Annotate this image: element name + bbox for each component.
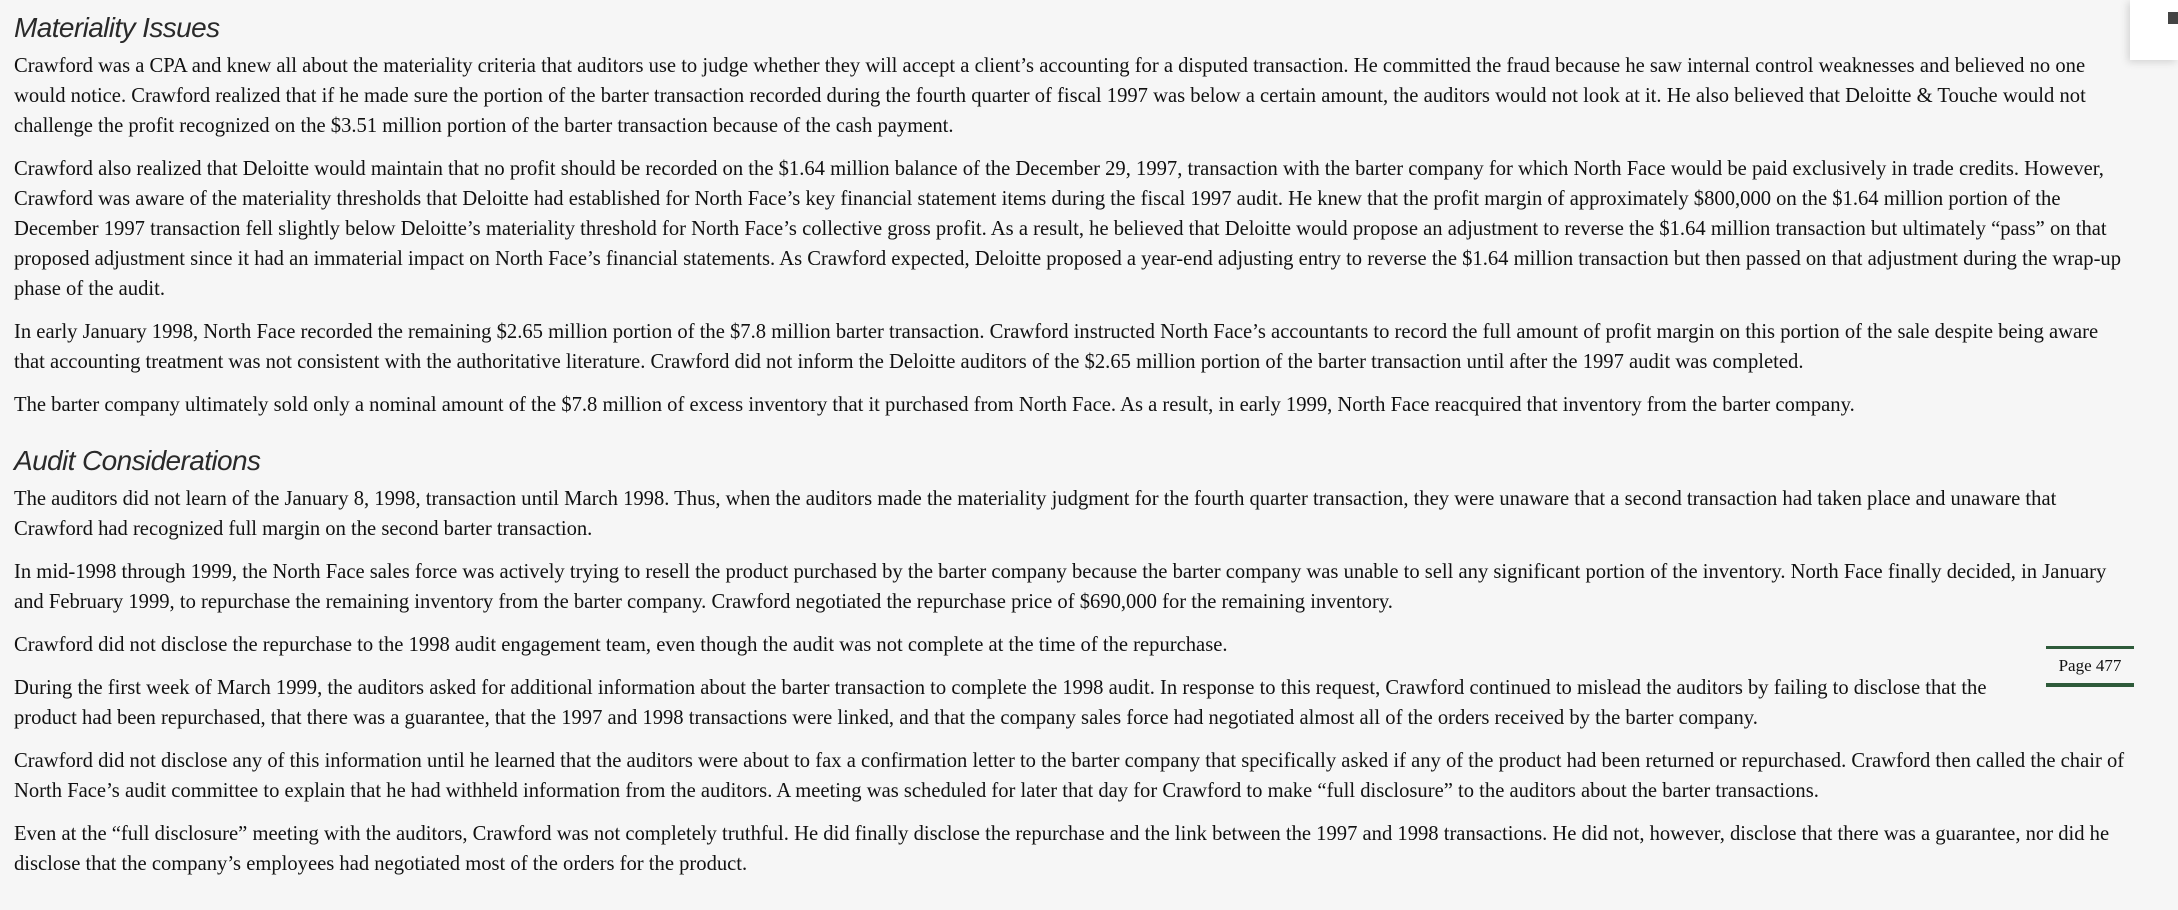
paragraph: Crawford was a CPA and knew all about the materiality criteria that auditors use to judge whether they will accept a client’s accounting for a disputed transaction. He committed the fraud because he saw internal control weaknesses and believed no one would notice. Crawford realized that if he made sure the portion of the barter transaction recorded during the fourth quarter of fiscal 1997 was below a certain amount, the auditors would not look at it. He also believed that Deloitte & Touche would not challenge the profit recognized on the $3.51 million portion of the barter transaction because of the cash payment. <box>14 55 2086 137</box>
page-number-marker: Page 477 <box>2046 646 2134 687</box>
paragraph: The barter company ultimately sold only a nominal amount of the $7.8 million of excess inventory that it purchased from North Face. As a result, in early 1999, North Face reacquired that inventory from the barter company. <box>14 394 1855 416</box>
paragraph: During the first week of March 1999, the auditors asked for additional information about the barter transaction to complete the 1998 audit. In response to this request, Crawford continued to mislead the auditors by failing to disclose that the product had been repurchased, that there was a guarantee, that the 1997 and 1998 transactions were linked, and that the company sales force had negotiated almost all of the orders received by the barter company. <box>14 677 1987 729</box>
document-body <box>14 0 2134 892</box>
section-heading-audit-considerations: Audit Considerations <box>14 445 261 476</box>
paragraph: Even at the “full disclosure” meeting with the auditors, Crawford was not completely truthful. He did finally disclose the repurchase and the link between the 1997 and 1998 transactions. He did not, however, disclose that there was a guarantee, nor did he disclose that the company’s employees had negotiated most of the orders for the product. <box>14 823 2110 875</box>
panel-toggle-icon[interactable] <box>2168 12 2178 24</box>
paragraph: In mid-1998 through 1999, the North Face sales force was actively trying to resell the product purchased by the barter company because the barter company was unable to sell any significant portion of the inventory. North Face finally decided, in January and February 1999, to repurchase the remaining inventory from the barter company. Crawford negotiated the repurchase price of $690,000 for the remaining inventory. <box>14 561 2107 613</box>
paragraph: In early January 1998, North Face recorded the remaining $2.65 million portion of the $7.8 million barter transaction. Crawford instructed North Face’s accountants to record the full amount of profit margin on this portion of the sale despite being aware that accounting treatment was not consistent with the authoritative literature. Crawford did not inform the Deloitte auditors of the $2.65 million portion of the barter transaction until after the 1997 audit was completed. <box>14 321 2099 373</box>
paragraph: The auditors did not learn of the January 8, 1998, transaction until March 1998. Thus, when the auditors made the materiality judgment for the fourth quarter transaction, they were unaware that a second transaction had taken place and unaware that Crawford had recognized full margin on the second barter transaction. <box>14 488 2057 540</box>
side-panel-tab[interactable] <box>2130 0 2178 60</box>
paragraph: Crawford did not disclose the repurchase to the 1998 audit engagement team, even though the audit was not complete at the time of the repurchase. <box>14 634 1228 656</box>
paragraph: Crawford did not disclose any of this information until he learned that the auditors were about to fax a confirmation letter to the barter company that specifically asked if any of the product had been returned or repurchased. Crawford then called the chair of North Face’s audit committee to explain that he had withheld information from the auditors. A meeting was scheduled for later that day for Crawford to make “full disclosure” to the auditors about the barter transactions. <box>14 750 2125 802</box>
section-heading-materiality-issues: Materiality Issues <box>14 12 220 43</box>
paragraph: Crawford also realized that Deloitte would maintain that no profit should be recorded on the $1.64 million balance of the December 29, 1997, transaction with the barter company for which North Face would be paid exclusively in trade credits. However, Crawford was aware of the materiality thresholds that Deloitte had established for North Face’s key financial statement items during the fiscal 1997 audit. He knew that the profit margin of approximately $800,000 on the $1.64 million portion of the December 1997 transaction fell slightly below Deloitte’s materiality threshold for North Face’s collective gross profit. As a result, he believed that Deloitte would propose an adjustment to reverse the $1.64 million transaction but ultimately “pass” on that proposed adjustment since it had an immaterial impact on North Face’s financial statements. As Crawford expected, Deloitte proposed a year-end adjusting entry to reverse the $1.64 million transaction but then passed on that adjustment during the wrap-up phase of the audit. <box>14 158 2122 300</box>
